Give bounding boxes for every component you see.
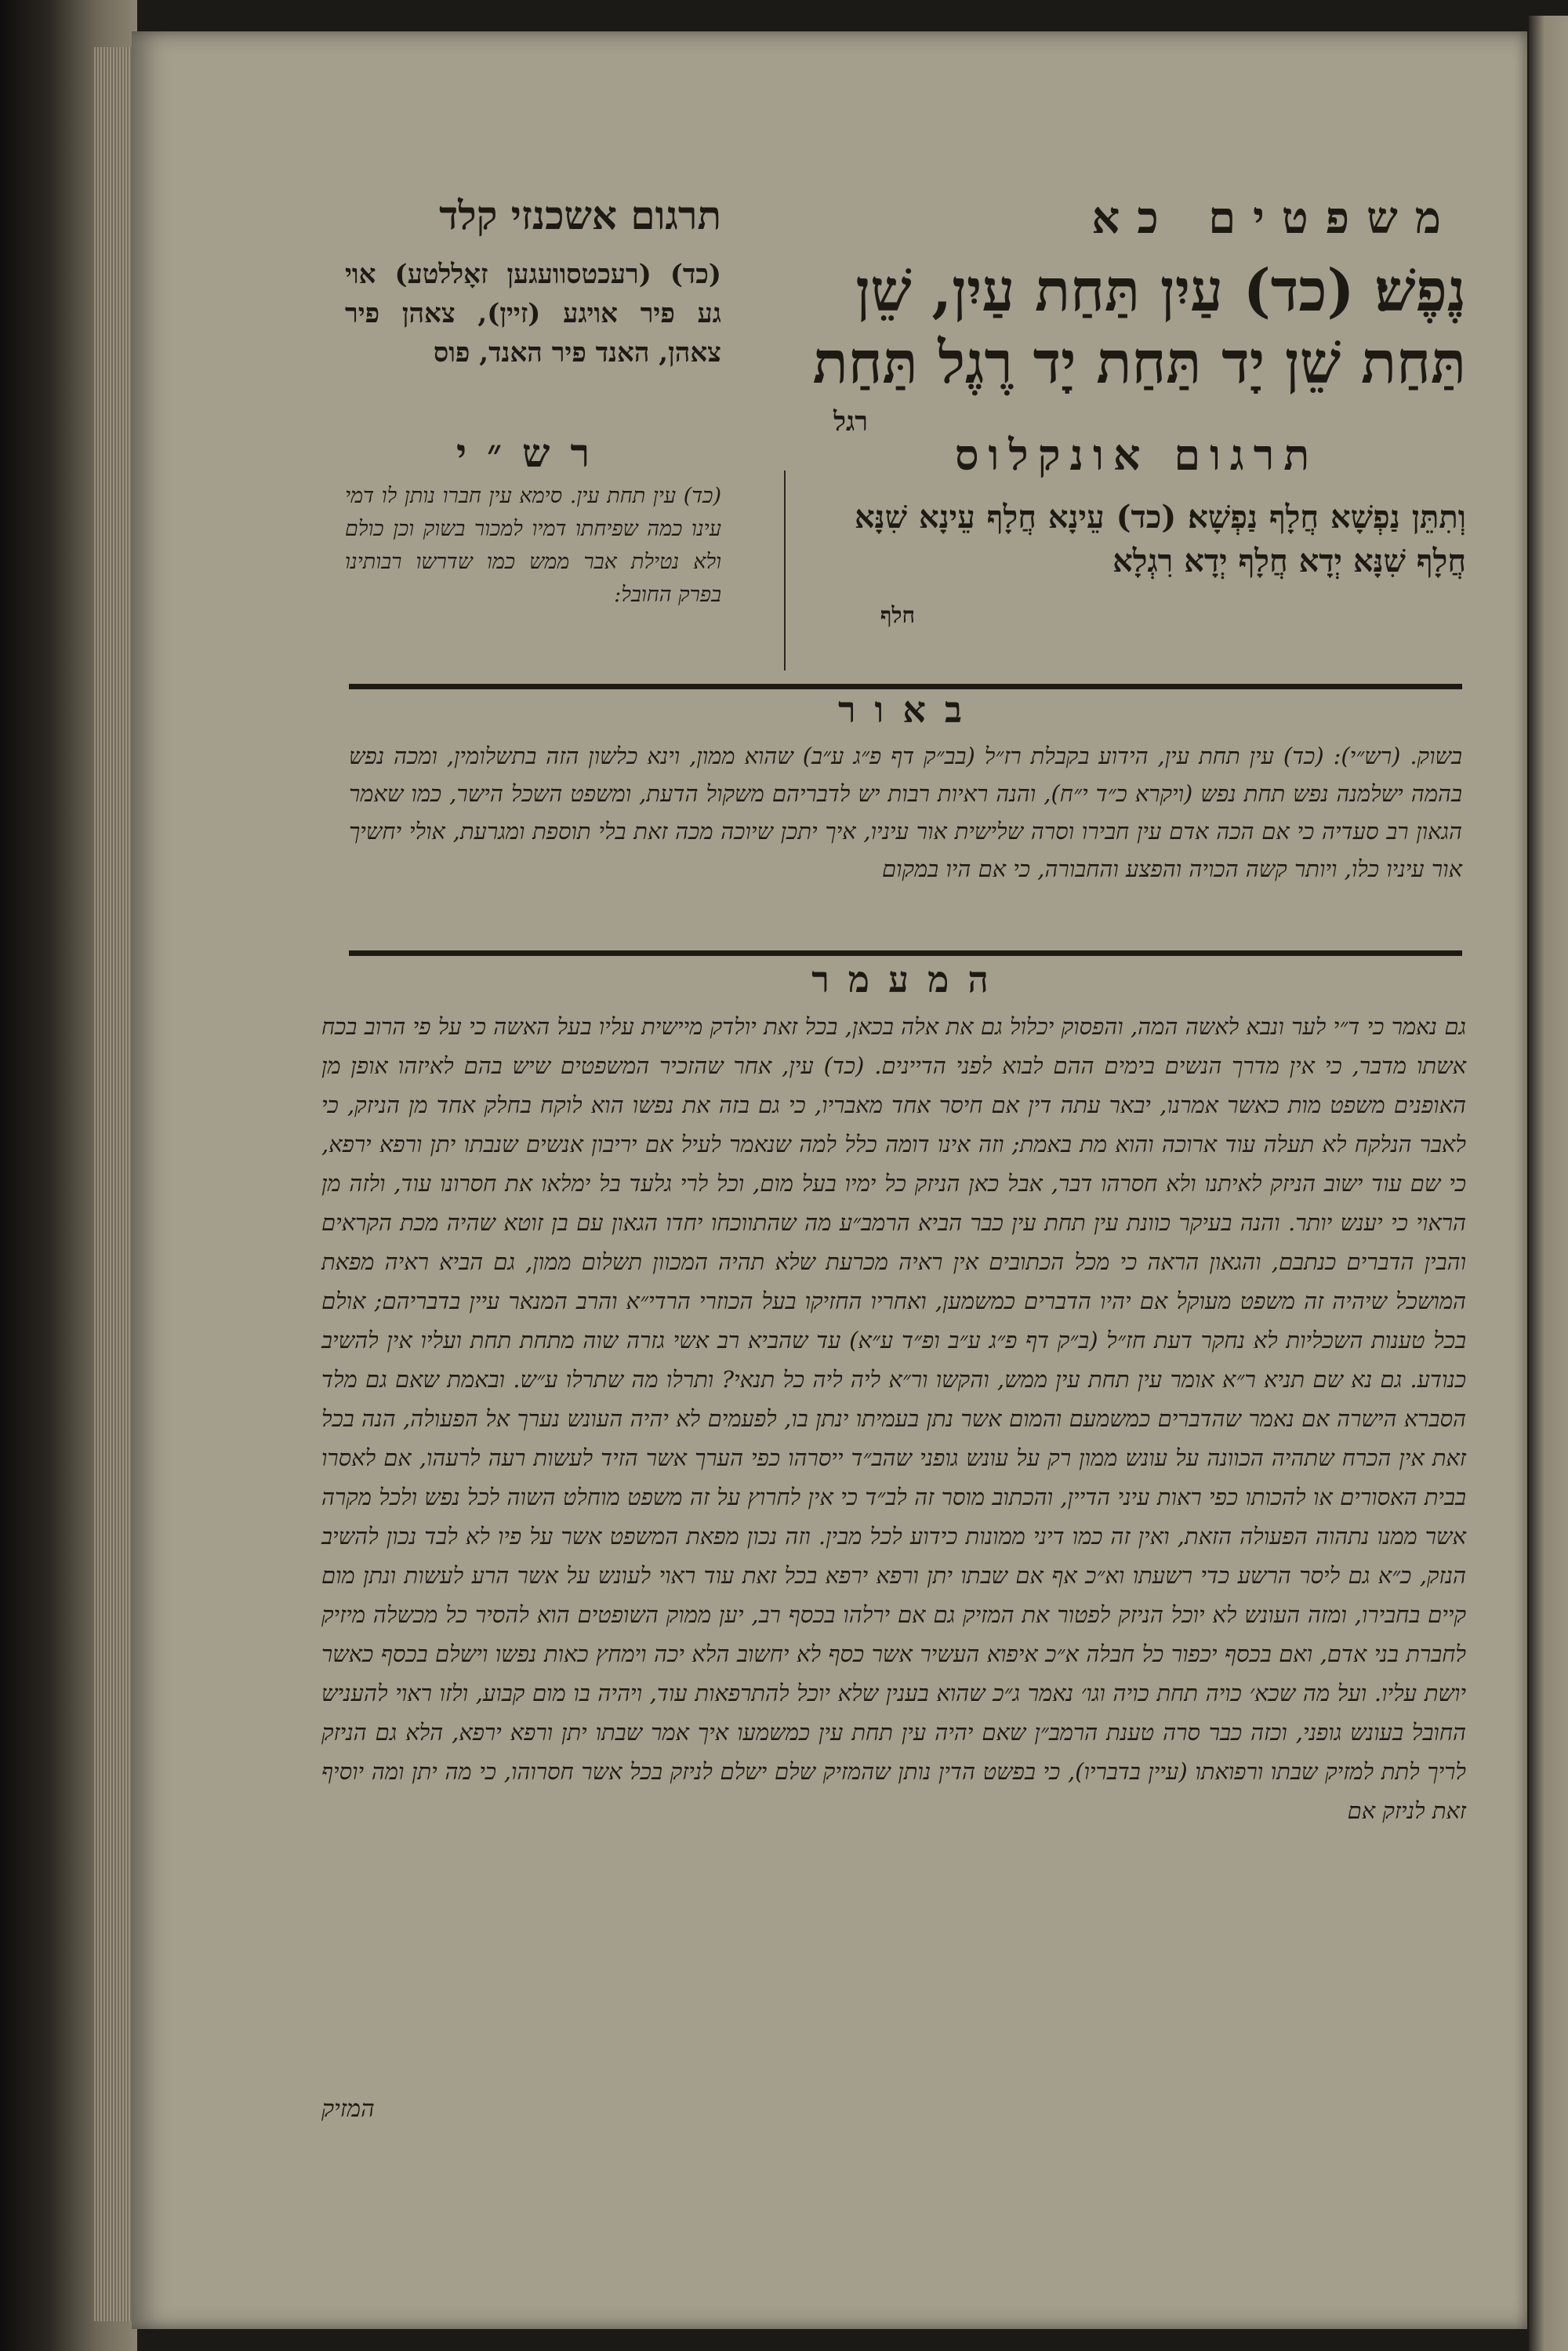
onkelos-catchword: חלף [880,602,916,628]
page-catchword: המזיק [321,2095,375,2123]
parasha-chapter-title: משפטים כא [1091,192,1458,244]
column-divider [784,471,786,670]
rashi-heading: רש״י [456,430,611,476]
biur-heading: באור [837,689,982,731]
rashi-commentary: (כד) עין תחת עין. סימא עין חברו נותן לו דמי עינו כמה שפיחתו דמיו למכור בשוק וכן כולם ולא נטילת אבר ממש כמו שדרשו רבותינו בפרק החובל: [345,484,721,607]
onkelos-text: וְתִתֵּן נַפְשָׁא חֲלָף נַפְשָׁא׃ (כד) עֵינָא חֲלָף עֵינָא שִׁנָּא חֲלָף שִׁנָּא יְדָא חֲלָף יְדָא רִגְלָא [855,499,1466,580]
section-rule [349,950,1462,956]
targum-ashkenazi-text: (כד) (רעכטסוועגען זאָללטע) אוי גע פיר אויגע (זיין), צאהן פיר צאהן, האנד פיר האנד, פוס [345,259,721,369]
verse-catchword: רגל [833,406,868,438]
hameamer-commentary: גם נאמר כי ד״י לער ונבא לאשה המה, והפסוק יכלול גם את אלה בכאן, בכל זאת יולדק מיישית עליו בעל האשה כי על פי הרוב בכח אשתו מדבר, כי אין מדרך הנשים בימים ההם לבוא לפני הדיינים. (כד) עין, אחר שהזכיר המשפטים שיש בהם לאיזהו אופן מן האופנים משפט מות כאשר אמרנו, יבאר עתה דין אם חיסר אחד מאבריו, כי גם בזה את נפשו הוא לוקח בחלק אחד מן הניזק, כי לאבר הנלקח לא תעלה עוד ארוכה והוא מת באמת; וזה אינו דומה כלל למה שנאמר לעיל אם יריבון אנשים שנבתו יתן ורפא ירפא, כי שם עוד ישוב הניזק לאיתנו ולא חסרהו דבר, אבל כאן הניזק כל ימיו בעל מום, וכל לרי גלעד בל ימלאו את חסרונו עוד, ולזה מן הראוי כי יענש יותר. והנה בעיקר כוונת עין תחת עין כבר הביא הרמב״ע מה שהתווכחו יחדו הגאון עם בן זוטא שהיה מכת הקראים והבין הדברים כנתבם, והגאון הראה כי מכל הכתובים אין ראיה מכרעת שלא תהיה המכוון תשלום ממון, גם הביא ראיה מפאת המושכל שיהיה זה משפט מעוקל אם יהיו הדברים כמשמען, ואחריו החזיקו בעל הכוזרי הרדי״א והרב המנאר עיין בדבריהם; אולם בכל טענות השכליות לא נחקר דעת חז״ל (ב״ק דף פ״ג ע״ב ופ״ד ע״א) עד שהביא רב אשי גזרה שוה מתחת תחת ועליו אין להשיב כנודע. גם נא שם תניא ר״א אומר עין תחת עין ממש, והקשו ור״א ליה ליה כל תנאי? ותרלו מה שתרלו ע״ש. ובאמת שאם גם מלד הסברא הישרה אם נאמר שהדברים כמשמעם והמום אשר נתן בעמיתו ינתן בו, לפעמים לא יהיה העונש נערך אל הפעולה, הנה בכל זאת אין הכרח שתהיה הכוונה על עונש ממון רק על עונש גופני שהב״ד ייסרהו כפי הערך אשר הזיד לעשות רעה לרעהו, אם לאסרו בבית האסורים או להכותו כפי ראות עיני הדיין, והכתוב מוסר זה לב״ד כי אין לחרוץ על זה משפט מוחלט השוה לכל נפש ולכל מקרה אשר ממנו נתהוה הפעולה הזאת, ואין זה כמו דיני ממונות כידוע לכל מבין. וזה נכון מפאת המשפט אשר על פיו לא לבד נכון להשיב הנזק, כ״א גם ליסר הרשע כדי רשעתו וא״כ אף אם שבתו יתן ורפא ירפא בכל זאת עוד ראוי לעונש על אשר הרע לעשות ונתן מום קיים בחבירו, ומזה העונש לא יוכל הניזק לפטור את המזיק גם אם ירלהו בכסף רב, יען ממוק השופטים הוא להסיר כל מכשלה מיזיק לחברת בני אדם, ואם בכסף יכפור כל חבלה א״כ איפוא העשיר אשר כסף לא יחשוב הלא יכה וימחץ כאות נפשו וישלם בכסף כאשר יושת עליו. ועל מה שכא׳ כויה תחת כויה וגו׳ נאמר ג״כ שהוא בענין שלא יוכל להתרפאות עוד, ויהיה בו מום קבוע, ולזו ראוי להעניש החובל בעונש גופני, וכזה כבר סרה טענת הרמב״ן שאם יהיה עין תחת עין כמשמעו איך אמר שבתו יתן ורפא ירפא, הלא גם הניזק לריך לתת למזיק שבתו ורפואתו (עיין בדבריו), כי בפשט הדין נותן שהמזיק שלם ישלם לניזק בכל אשר חסרוהו, כי מה יתן ומה יוסיף זאת לניזק אם [321,1013,1467,1824]
biur-commentary: בשוק. (רש״י): (כד) עין תחת עין, הידוע בקבלת רז״ל (בב״ק דף פ״ג ע״ב) שהוא ממון, וינא כלשון הזה בתשלומין, ומכה נפש בהמה ישלמנה נפש תחת נפש (ויקרא כ״ד י״ח), והנה ראיות רבות יש לדבריהם משקול הדעת, ומשפט השכל הישר, כמו שאמר הגאון רב סעדיה כי אם הכה אדם עין חבירו וסרה שלישית אור עיניו, איך יתכן שיוכה מכה זאת בלי תוספת ומגרעת, אולי יחשיך אור עיניו כלו, ויותר קשה הכויה והפצע והחבורה, כי אם היו במקום [349,743,1462,882]
torah-verse: נֶפֶשׁ׃ (כד) עַיִן תַּחַת עַיִן, שֵׁן תַּחַת שֵׁן יָד תַּחַת יָד רֶגֶל תַּחַת [812,257,1466,397]
hameamer-heading: המעמר [811,958,1007,1001]
onkelos-heading: תרגום אונקלוס [954,430,1319,480]
targum-ashkenazi-title: תרגום אשכנזי קלד [439,192,721,238]
